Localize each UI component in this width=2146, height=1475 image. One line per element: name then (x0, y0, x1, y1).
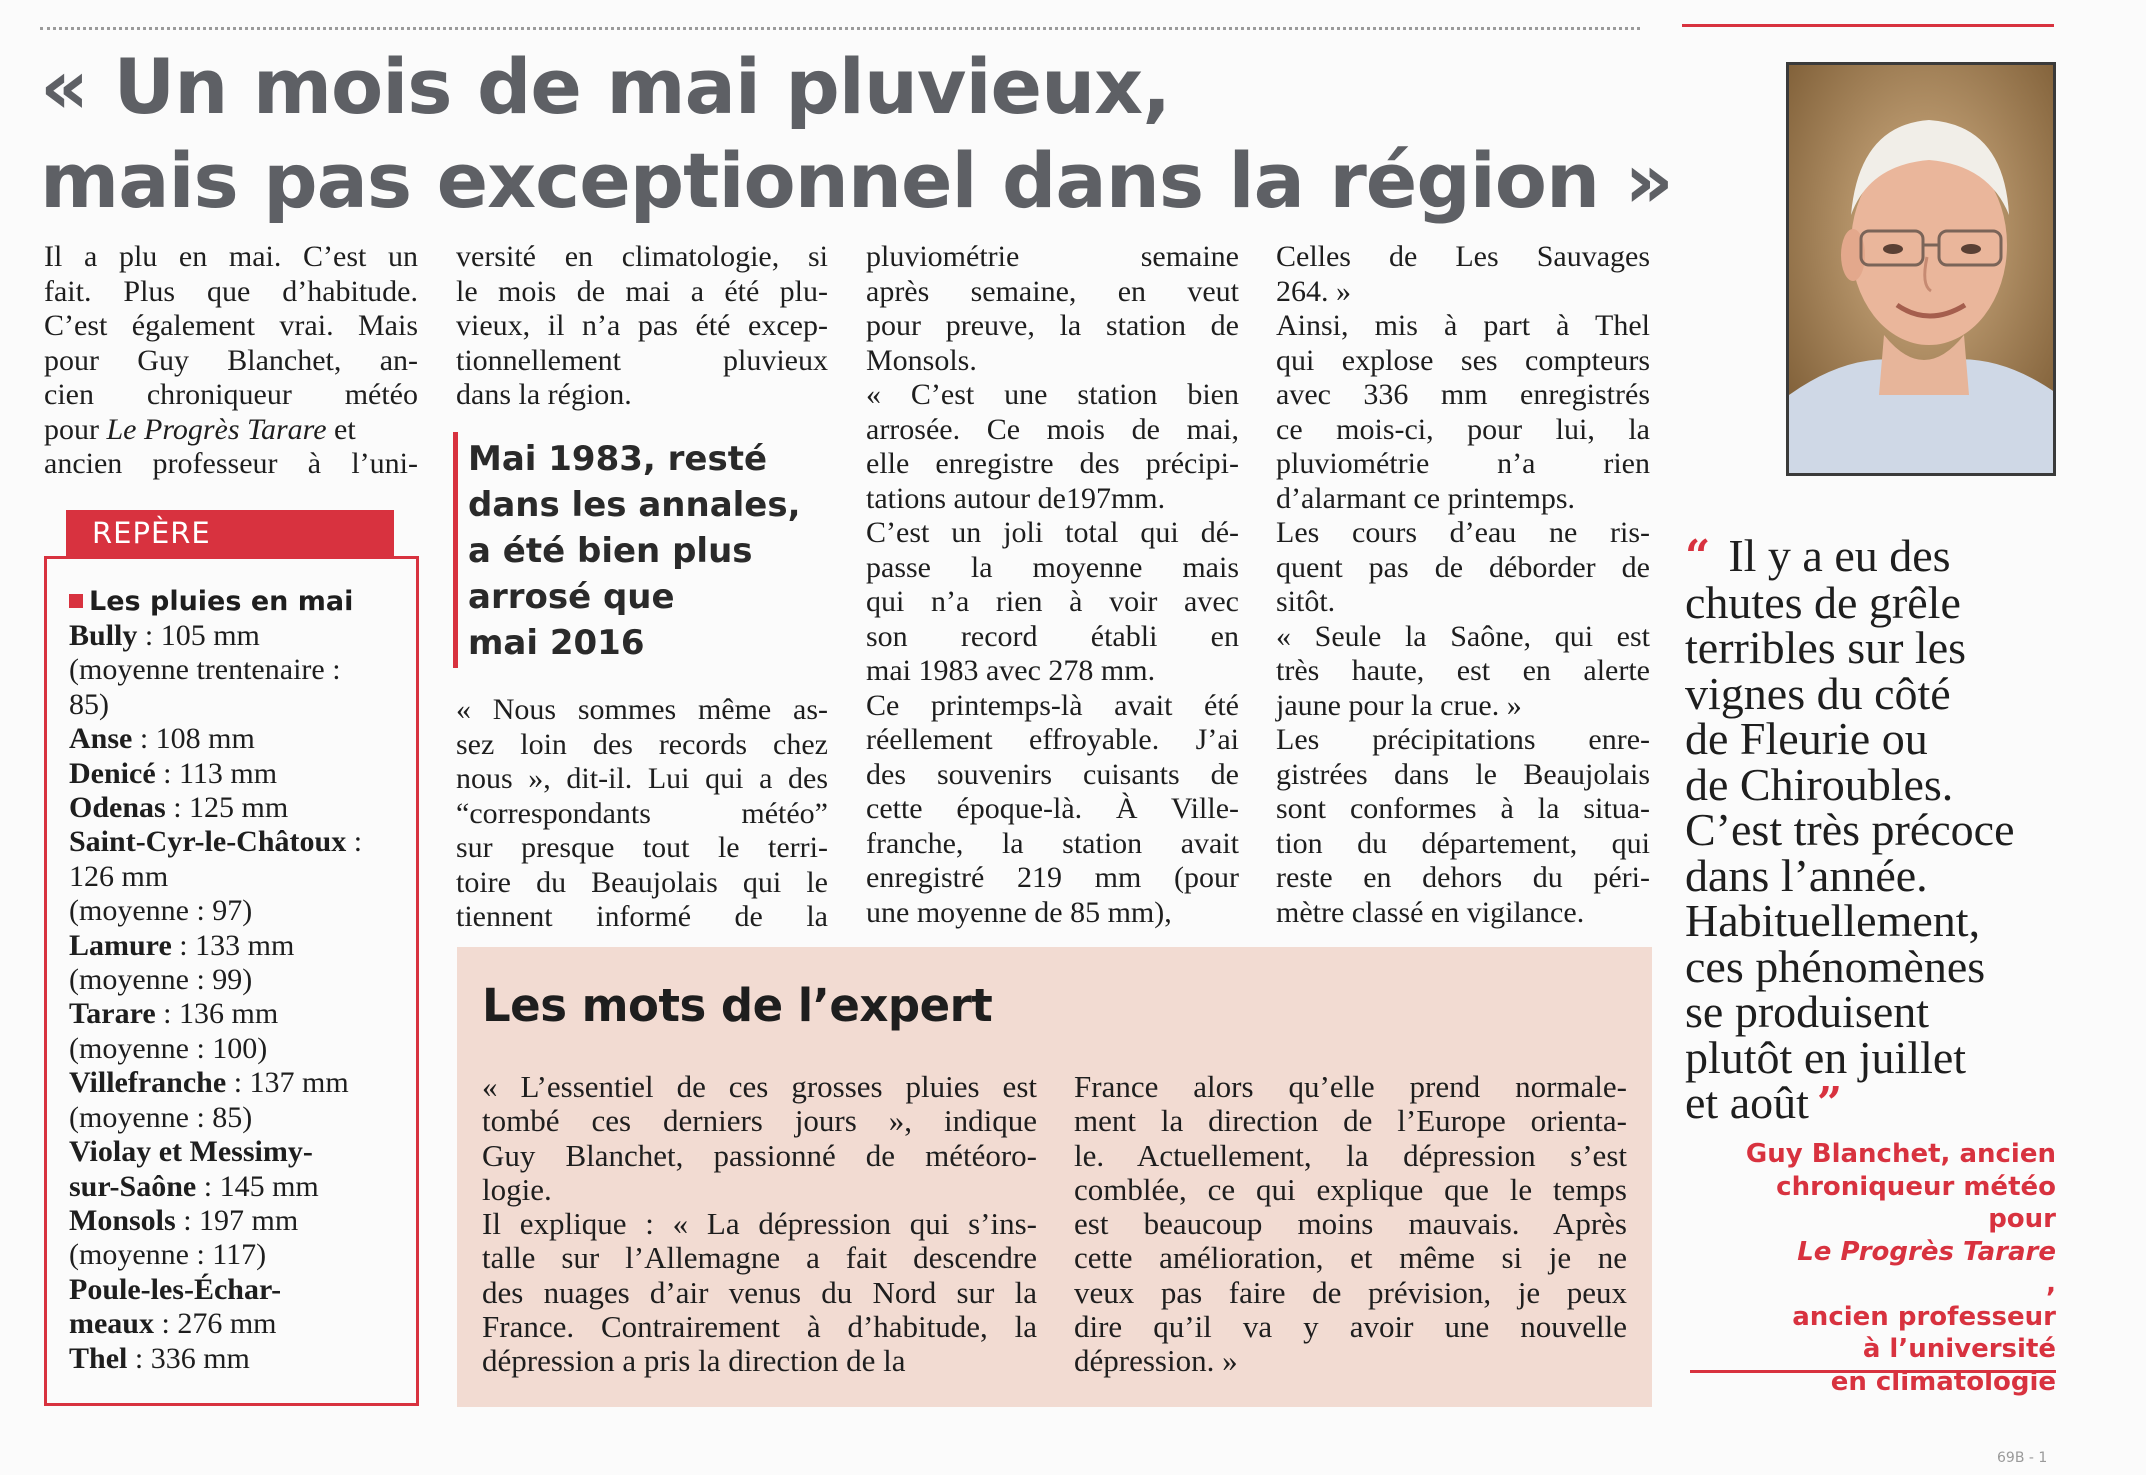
text-line: Guy Blanchet, passionné de météoro- (482, 1137, 1037, 1173)
quote-line (1685, 895, 2065, 946)
town-name: sur-Saône (69, 1169, 197, 1203)
attribution-line: chroniqueur météo (1776, 1171, 2056, 1202)
rainfall-value: : 136 mm (155, 997, 279, 1031)
text-line: nous », dit-il. Lui qui a des (456, 762, 828, 795)
quote-text: ces phénomènes (1685, 940, 1986, 992)
text-line: sez loin des records chez (456, 727, 828, 761)
headline-line: « Un mois de mai pluvieux, (40, 42, 1171, 131)
intertitle-line: dans les annales, (468, 485, 801, 525)
rainfall-entry (69, 1135, 400, 1169)
rainfall-entry (69, 619, 400, 653)
text-line: Il a plu en mai. C’est un (44, 240, 418, 273)
expert-column-right (1074, 1070, 1627, 1379)
quote-line (1685, 986, 2065, 1037)
quote-line (1685, 940, 2065, 992)
text-line: avec 336 mm enregistrés (1276, 378, 1650, 411)
quote-text: plutôt en juillet (1685, 1031, 1967, 1083)
text-line: pluviométrie n’a rien (1276, 447, 1650, 480)
rainfall-value: : 145 mm (196, 1169, 319, 1203)
attribution-line: à l’université (1862, 1334, 2056, 1364)
text-line: cette époque-là. À Ville- (866, 792, 1239, 825)
rainfall-entry (69, 688, 400, 722)
quote-attribution (1690, 1138, 2056, 1398)
rainfall-value: (moyenne : 100) (69, 1031, 268, 1065)
top-rule (40, 27, 1640, 30)
text-line: Les précipitations enre- (1276, 723, 1650, 756)
quote-text: Il y a eu des (1728, 530, 1951, 581)
rainfall-entry (69, 1066, 400, 1100)
quote-line (1685, 1031, 2065, 1083)
intertitle-line: Mai 1983, resté (468, 439, 768, 479)
text-line: tiennent informé de la (456, 900, 828, 933)
text-line: d’alarmant ce printemps. (1276, 481, 1576, 515)
text-line: Ce printemps-là avait été (866, 688, 1239, 722)
text-line: dire qu’il va y avoir une nouvelle (1074, 1309, 1627, 1345)
quote-text: dans l’année. (1685, 849, 1928, 901)
text-line: toire du Beaujolais qui le (456, 865, 828, 899)
repere-box (44, 556, 419, 1406)
text-line: Les cours d’eau ne ris- (1276, 516, 1650, 549)
rainfall-value: (moyenne : 97) (69, 894, 253, 928)
text-line: le. Actuellement, la dépression s’est (1074, 1137, 1627, 1173)
text-fragment: pour (44, 412, 107, 446)
rainfall-value: : 276 mm (154, 1307, 277, 1341)
close-quote-icon: ” (1816, 1078, 1843, 1129)
article-column-2b (456, 693, 828, 935)
newspaper-name: Le Progrès Tarare (1797, 1236, 2056, 1267)
town-name: Villefranche (69, 1066, 227, 1100)
article-column-3 (866, 240, 1239, 930)
quote-text: se produisent (1685, 986, 1930, 1037)
rainfall-value: : 137 mm (226, 1066, 349, 1100)
rainfall-entry (69, 963, 400, 997)
quote-text: de Chiroubles. (1685, 758, 1954, 810)
text-line: sitôt. (1276, 585, 1336, 618)
text-line: est beaucoup moins mauvais. Après (1074, 1206, 1627, 1242)
text-line: veux pas faire de prévision, je peux (1074, 1274, 1627, 1310)
text-line: sur presque tout le terri- (456, 831, 828, 864)
text-line: France alors qu’elle prend normale- (1074, 1069, 1627, 1104)
quote-line (1685, 758, 2065, 810)
town-name: Saint-Cyr-le-Châtoux (69, 825, 347, 859)
town-name: Monsols (69, 1203, 176, 1237)
text-line: gistrées dans le Beaujolais (1276, 757, 1650, 791)
text-line: tations autour de197mm. (866, 481, 1166, 515)
quote-text: et août (1685, 1077, 1809, 1128)
text-line: « Nous sommes même as- (456, 693, 828, 726)
headline-line: mais pas exceptionnel dans la région » (40, 136, 1673, 226)
rainfall-entry (69, 1204, 400, 1238)
town-name: Tarare (69, 997, 156, 1031)
text-line: mai 1983 avec 278 mm. (866, 654, 1156, 687)
portrait-photo (1786, 62, 2056, 476)
text-line: elle enregistre des précipi- (866, 447, 1239, 480)
town-name: Denicé (69, 756, 156, 790)
rainfall-entry (69, 1101, 400, 1135)
text-line: Ainsi, mis à part à Thel (1276, 309, 1650, 342)
intertitle-bar (453, 432, 458, 668)
intertitle-line: a été bien plus (468, 531, 753, 571)
pull-quote (1685, 530, 2065, 1129)
rainfall-entry (69, 825, 400, 859)
quote-line (1685, 1077, 2065, 1129)
text-line: ment la direction de l’Europe orienta- (1074, 1103, 1627, 1139)
text-line: très haute, est en alerte (1276, 654, 1650, 687)
quote-text: Habituellement, (1685, 895, 1981, 946)
text-line: Monsols. (866, 343, 977, 377)
text-line: « C’est une station bien (866, 378, 1239, 411)
text-line: pluviométrie semaine (866, 240, 1239, 273)
text-line: réellement effroyable. J’ai (866, 723, 1239, 756)
quote-line (1685, 622, 2065, 673)
text-line: France. Contrairement à d’habitude, la (482, 1309, 1037, 1345)
text-line: une moyenne de 85 mm), (866, 895, 1172, 929)
quote-line (1685, 713, 2065, 764)
expert-title: Les mots de l’expert (482, 979, 993, 1032)
quote-line (1685, 804, 2065, 855)
rainfall-value: : 113 mm (155, 756, 278, 790)
rainfall-value: (moyenne : 85) (69, 1100, 253, 1134)
rainfall-value: : 197 mm (175, 1203, 299, 1237)
text-line: pour preuve, la station de (866, 309, 1239, 342)
attribution-line: en climatologie (1830, 1366, 2056, 1397)
attribution-line: Guy Blanchet, ancien (1745, 1139, 2056, 1169)
rainfall-value: (moyenne : 99) (69, 963, 253, 997)
quote-text: vignes du côté (1685, 667, 1951, 719)
rainfall-value: 126 mm (69, 859, 169, 893)
text-line: ancien professeur à l’uni- (44, 447, 418, 480)
newspaper-name: Le Progrès Tarare (106, 412, 327, 446)
text-line: des nuages d’air venus du Nord sur la (482, 1274, 1037, 1310)
rainfall-entry (69, 1273, 400, 1307)
repere-title (69, 585, 400, 619)
text-line: arrosée. Ce mois de mai, (866, 412, 1239, 446)
page-folio: 69B - 1 (1997, 1450, 2048, 1466)
town-name: Anse (69, 722, 133, 756)
rainfall-value: : (346, 825, 363, 859)
quote-text: C’est très précoce (1685, 804, 2015, 855)
text-line: passe la moyenne mais (866, 550, 1239, 584)
text-line: vieux, il n’a pas été excep- (456, 309, 828, 342)
text-line: son record établi en (866, 619, 1239, 653)
text-line: « L’essentiel de ces grosses pluies est (482, 1069, 1037, 1104)
text-fragment: pour (1988, 1204, 2056, 1234)
quote-text: chutes de grêle (1685, 576, 1961, 628)
rainfall-value: (moyenne trentenaire : (69, 653, 341, 687)
intertitle (468, 436, 828, 666)
rainfall-entry (69, 1342, 400, 1376)
intertitle-line: mai 2016 (468, 623, 645, 663)
text-line: fait. Plus que d’habitude. (44, 274, 418, 308)
text-line: franche, la station avait (866, 826, 1239, 860)
text-line: 264. » (1276, 274, 1351, 308)
text-line: des souvenirs cuisants de (866, 757, 1239, 791)
rainfall-value: : 336 mm (127, 1341, 250, 1375)
text-line: dépression. » (1074, 1343, 1238, 1379)
text-line: dépression a pris la direction de la (482, 1343, 906, 1379)
headline (40, 40, 1673, 228)
text-line: enregistré 219 mm (pour (866, 861, 1239, 894)
town-name: Odenas (69, 791, 166, 825)
attribution-line (1690, 1203, 2056, 1301)
town-name: Bully (69, 619, 138, 652)
text-line: versité en climatologie, si (456, 240, 828, 273)
text-line (44, 413, 418, 448)
text-line: pour Guy Blanchet, an- (44, 343, 418, 377)
rainfall-entry (69, 757, 400, 791)
text-line: cien chroniqueur météo (44, 378, 418, 411)
text-line: jaune pour la crue. » (1276, 688, 1522, 722)
text-line: C’est un joli total qui dé- (866, 516, 1239, 549)
quote-line (1685, 530, 2065, 582)
rainfall-entry (69, 1307, 400, 1341)
text-line: après semaine, en veut (866, 274, 1239, 308)
town-name: meaux (69, 1307, 154, 1341)
text-line: mètre classé en vigilance. (1276, 895, 1585, 929)
portrait-illustration (1789, 65, 2056, 476)
repere-tag: REPÈRE (66, 510, 394, 556)
repere-title-text: Les pluies en mai (89, 586, 354, 617)
text-fragment: , (2046, 1269, 2056, 1299)
text-line: cette amélioration, et même si je ne (1074, 1240, 1627, 1276)
rainfall-entry (69, 1032, 400, 1066)
text-line: reste en dehors du péri- (1276, 861, 1650, 894)
quote-text: de Fleurie ou (1685, 713, 1928, 764)
text-line: tion du département, qui (1276, 826, 1650, 860)
intertitle-line: arrosé que (468, 577, 675, 617)
quote-line (1685, 576, 2065, 628)
article-column-4 (1276, 240, 1650, 930)
repere-list (69, 619, 400, 1376)
bullet-square-icon (69, 594, 83, 608)
rainfall-value: : 108 mm (132, 722, 255, 756)
open-quote-icon: “ (1685, 531, 1711, 582)
rainfall-entry (69, 722, 400, 756)
text-line: Il explique : « La dépression qui s’ins- (482, 1206, 1037, 1242)
town-name: Thel (69, 1341, 128, 1375)
quote-text: terribles sur les (1685, 622, 1967, 673)
text-line: dans la région. (456, 378, 632, 411)
rainfall-entry (69, 860, 400, 894)
rainfall-value: (moyenne : 117) (69, 1238, 267, 1272)
text-line: tionnellement pluvieux (456, 343, 828, 377)
rainfall-entry (69, 894, 400, 928)
text-line: ce mois-ci, pour lui, la (1276, 412, 1650, 446)
quote-line (1685, 849, 2065, 901)
expert-column-left (482, 1070, 1037, 1379)
rainfall-value: 85) (69, 687, 109, 721)
town-name: Lamure (69, 928, 172, 962)
text-line: qui n’a rien à voir avec (866, 585, 1239, 618)
text-line: comblée, ce qui explique que le temps (1074, 1171, 1627, 1207)
text-line: tombé ces derniers jours », indique (482, 1103, 1037, 1139)
text-line: logie. (482, 1171, 552, 1207)
text-line: qui explose ses compteurs (1276, 343, 1650, 377)
text-fragment: et (326, 412, 356, 446)
text-line: Celles de Les Sauvages (1276, 240, 1650, 273)
text-line: C’est également vrai. Mais (44, 309, 418, 342)
rainfall-entry (69, 1238, 400, 1272)
rainfall-entry (69, 929, 400, 963)
text-line: “correspondants météo” (456, 796, 828, 830)
sidebar-bottom-rule (1690, 1370, 2056, 1373)
town-name: Poule-les-Échar- (69, 1272, 282, 1306)
text-line: « Seule la Saône, qui est (1276, 619, 1650, 653)
quote-line (1685, 667, 2065, 719)
article-column-1 (44, 240, 418, 482)
text-line: le mois de mai a été plu- (456, 274, 828, 308)
rainfall-entry (69, 791, 400, 825)
sidebar-top-rule (1682, 24, 2054, 27)
text-line: quent pas de déborder de (1276, 550, 1650, 584)
attribution-line: ancien professeur (1792, 1301, 2056, 1332)
town-name: Violay et Messimy- (69, 1135, 313, 1169)
rainfall-entry (69, 653, 400, 687)
rainfall-value: : 133 mm (171, 928, 295, 962)
rainfall-value: : 125 mm (165, 791, 289, 825)
text-line: talle sur l’Allemagne a fait descendre (482, 1240, 1037, 1276)
rainfall-value: : 105 mm (137, 619, 260, 652)
rainfall-entry (69, 997, 400, 1031)
article-column-2 (456, 240, 828, 413)
text-line: sont conformes à la situa- (1276, 792, 1650, 825)
rainfall-entry (69, 1170, 400, 1204)
